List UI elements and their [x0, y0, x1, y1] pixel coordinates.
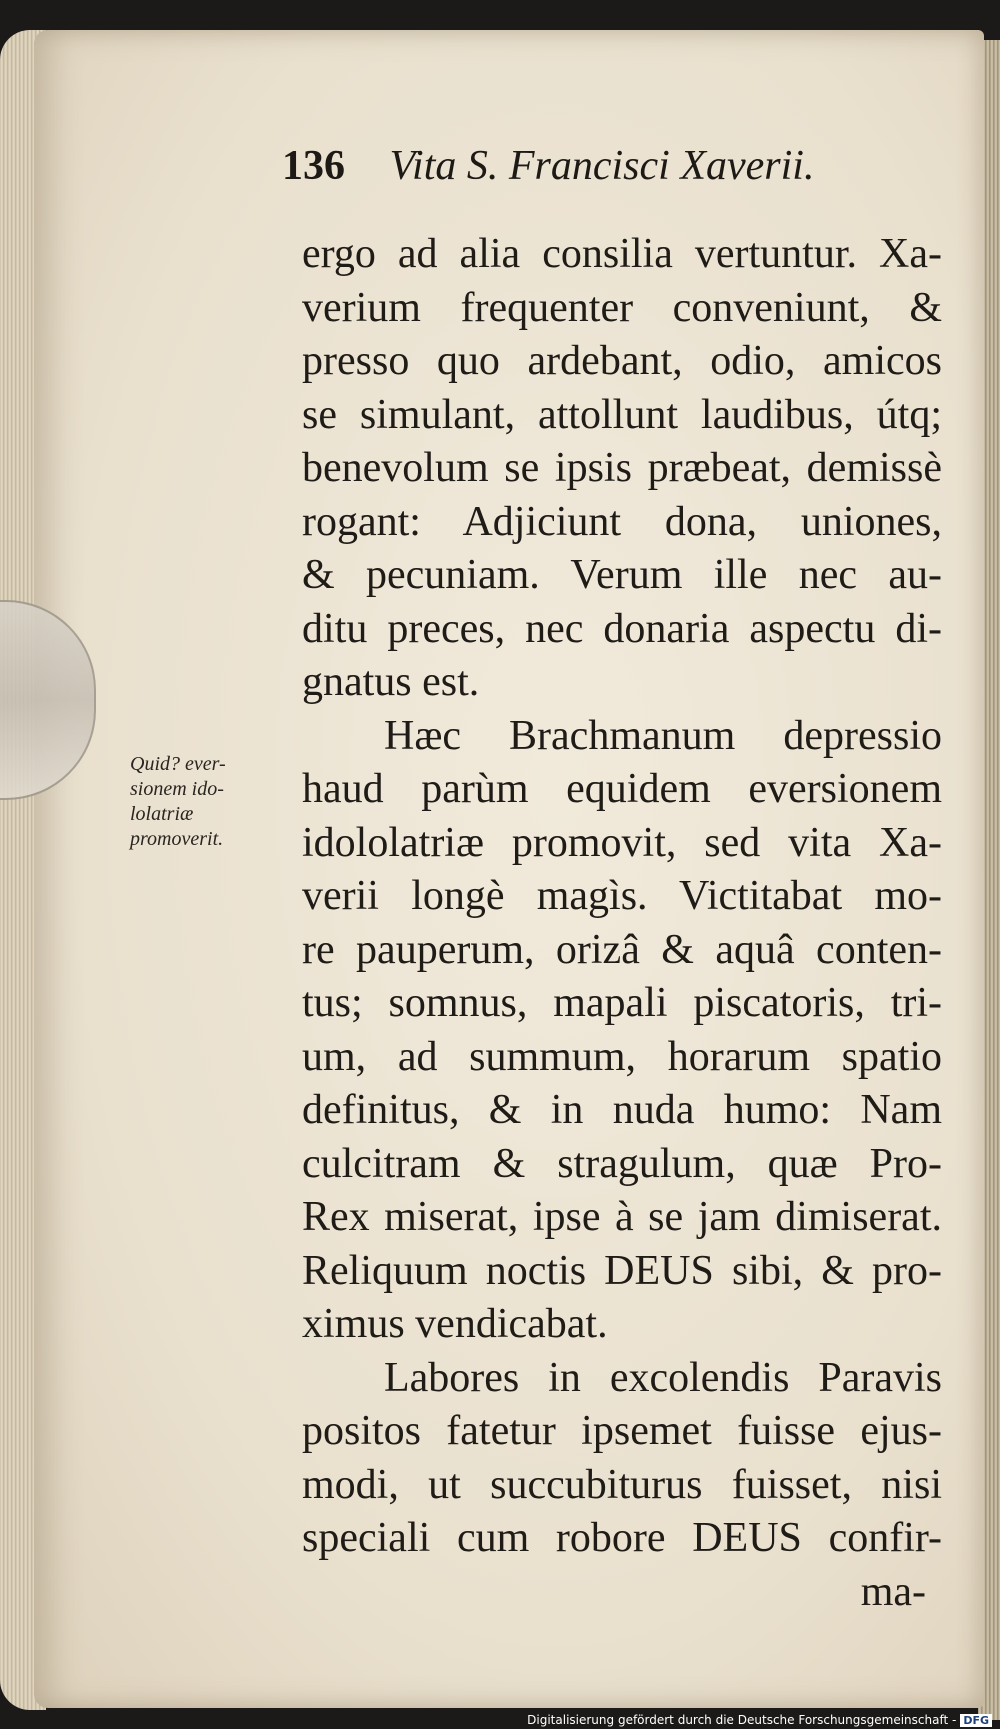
text-line: benevolum se ipsis præbeat, demissè — [302, 445, 942, 491]
body-text — [302, 228, 942, 1619]
text-line: ditu preces, nec donaria aspectu di- — [302, 605, 942, 652]
text-line: Labores in excolendis Paravis — [384, 1354, 942, 1401]
margin-note-line: promoverit. — [130, 828, 224, 850]
text-line: modi, ut succubiturus fuisset, nisi — [302, 1461, 942, 1508]
running-header — [282, 142, 922, 198]
text-line: Reliquum noctis DEUS sibi, & pro- — [302, 1247, 942, 1294]
text-line: speciali cum robore DEUS confir- — [302, 1515, 942, 1561]
catchword: ma- — [860, 1568, 926, 1615]
text-line: positos fatetur ipsemet fuisse ejus- — [302, 1408, 942, 1454]
text-line: um, ad summum, horarum spatio — [302, 1033, 942, 1080]
text-line: gnatus est. — [302, 659, 480, 705]
text-line: verium frequenter conveniunt, & — [302, 284, 942, 331]
credit-text: Digitalisierung gefördert durch die Deutsche Forschungsgemeinschaft - — [527, 1713, 957, 1727]
margin-note-line: Quid? ever- — [130, 753, 226, 775]
text-line: Hæc Brachmanum depressio — [384, 712, 942, 759]
text-line: Rex miserat, ipse à se jam dimiserat. — [302, 1194, 942, 1240]
text-line: culcitram & stragulum, quæ Pro- — [302, 1140, 942, 1187]
text-line: presso quo ardebant, odio, amicos — [302, 338, 942, 384]
text-line: ergo ad alia consilia vertuntur. Xa- — [302, 231, 942, 277]
text-line: haud parùm equidem eversionem — [302, 766, 942, 812]
dfg-logo: DFG — [960, 1714, 992, 1727]
text-line: & pecuniam. Verum ille nec au- — [302, 552, 942, 598]
running-title: Vita S. Francisci Xaverii. — [389, 143, 815, 189]
margin-note-line: lolatriæ — [130, 803, 194, 825]
text-line: se simulant, attollunt laudibus, útq; — [302, 391, 942, 438]
text-line: idololatriæ promovit, sed vita Xa- — [302, 819, 942, 866]
margin-note-line: sionem ido- — [130, 778, 224, 800]
text-line: verii longè magìs. Victitabat mo- — [302, 873, 942, 919]
digitization-credit — [527, 1713, 992, 1727]
page-number: 136 — [282, 143, 345, 189]
text-line: tus; somnus, mapali piscatoris, tri- — [302, 980, 942, 1026]
margin-note — [130, 752, 290, 852]
text-line: rogant: Adjiciunt dona, uniones, — [302, 498, 942, 545]
text-line: ximus vendicabat. — [302, 1301, 608, 1347]
text-line: re pauperum, orizâ & aquâ conten- — [302, 926, 942, 973]
text-line: definitus, & in nuda humo: Nam — [302, 1087, 942, 1133]
